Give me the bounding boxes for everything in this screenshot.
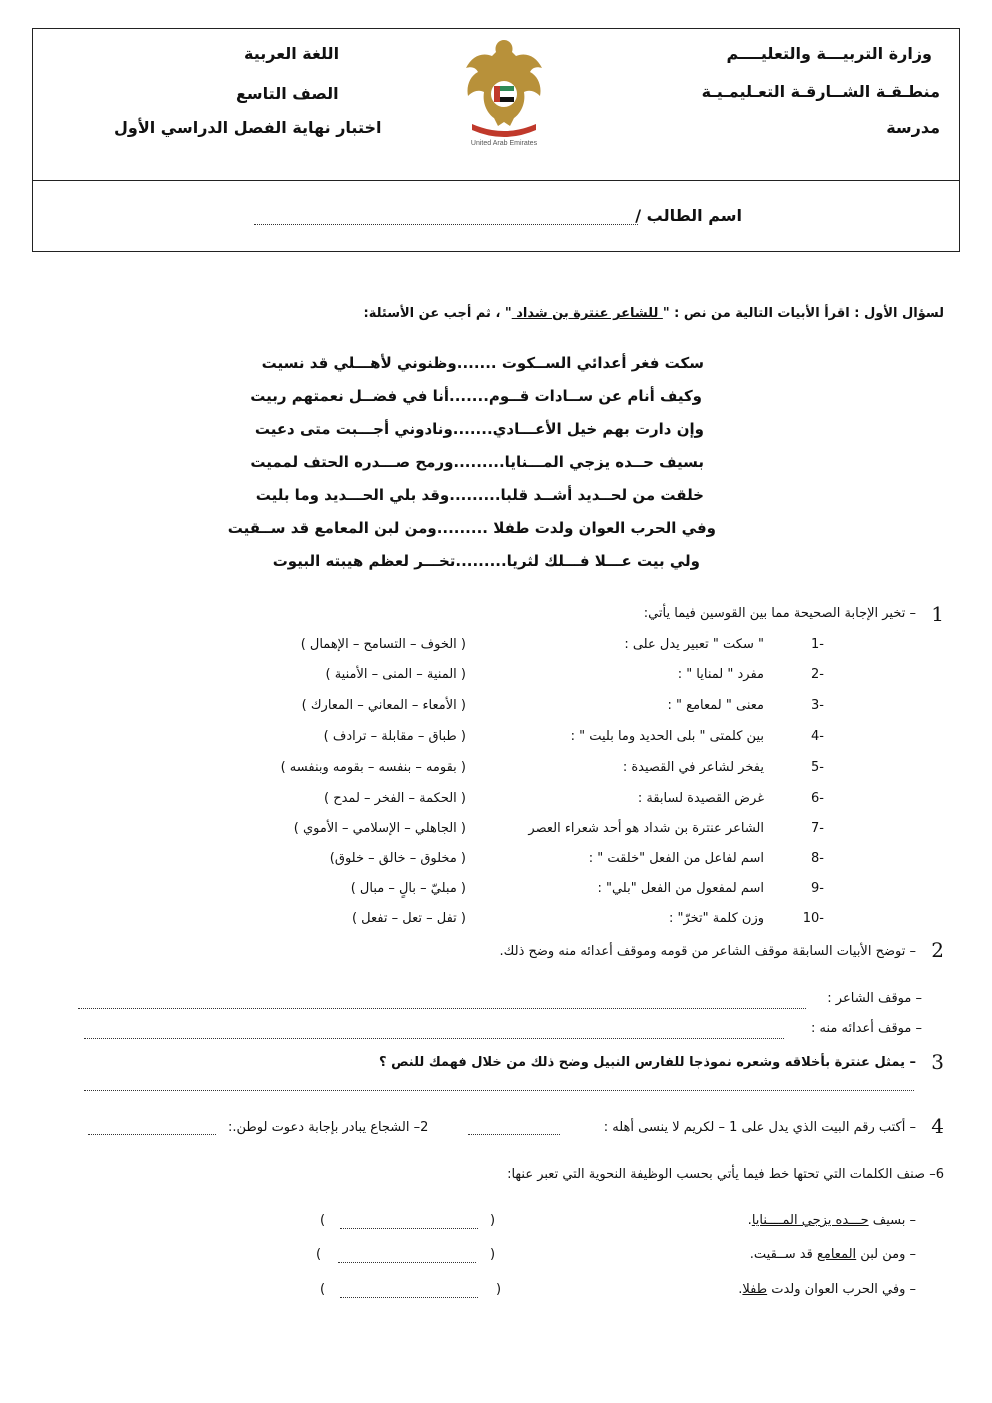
mcq-options[interactable]: ( مخلوق – خالق – خلوق): [329, 851, 466, 866]
exam-title: اختبار نهاية الفصل الدراسي الأول: [114, 118, 382, 137]
poem-verse-6: وفي الحرب العوان ولدت طفلا .........ومن لبن المعامع قد ســقيت: [227, 519, 716, 537]
poem-verse-2: وكيف أنام عن ســادات قــوم.......أنا في فضــل نعمتهم ربيت: [250, 387, 702, 405]
part-3-answer[interactable]: [84, 1076, 914, 1095]
mcq-options[interactable]: ( الجاهلي – الإسلامي – الأموي ): [293, 821, 466, 836]
paren-open: (: [490, 1247, 496, 1262]
part-2-enemies-stance-answer[interactable]: [84, 1024, 784, 1043]
grade-label: الصف التاسع: [236, 84, 339, 103]
mcq-options[interactable]: ( الحكمة – الفخر – لمدح ): [324, 791, 466, 806]
mcq-number: -9: [811, 881, 824, 896]
student-name-label: اسم الطالب /: [635, 206, 742, 225]
poem-verse-4: بسيف حــده يزجي المـــنايا.........ورمح صـــدره الحتف لمميت: [250, 453, 704, 471]
part-4-number: 4: [931, 1114, 944, 1138]
mcq-options[interactable]: ( المنية – المنى – الأمنية ): [325, 667, 466, 682]
part-3-title: – يمثل عنترة بأخلاقه وشعره نموذجا للفارس النبيل وضح ذلك من خلال فهمك للنص ؟: [379, 1055, 916, 1070]
part-1-number: 1: [931, 602, 944, 626]
paren-open: (: [496, 1282, 502, 1297]
mcq-question: يفخر لشاعر في القصيدة :: [622, 760, 764, 775]
mcq-options[interactable]: ( طباق – مقابلة – ترادف ): [323, 729, 466, 744]
poem-verse-3: وإن دارت بهم خيل الأعـــادي.......ونادوني أجـــبت متى دعيت: [254, 420, 704, 438]
classify-item-1: – بسيف حـــده يزجي المــــنايا.: [747, 1213, 916, 1228]
mcq-options[interactable]: ( مبليّ – بالٍ – مبال ): [350, 881, 466, 896]
part-4-answer-a[interactable]: [468, 1120, 560, 1139]
part-6-title: 6– صنف الكلمات التي تحتها خط فيما يأتي بحسب الوظيفة النحوية التي تعبر عنها:: [507, 1167, 944, 1182]
mcq-question: الشاعر عنترة بن شداد هو أحد شعراء العصر: [528, 821, 764, 836]
mcq-options[interactable]: ( الخوف – التسامح – الإهمال ): [300, 637, 466, 652]
part-2-poet-stance-answer[interactable]: [78, 994, 806, 1013]
classify-item-3: – وفي الحرب العوان ولدت طفلا.: [738, 1282, 916, 1297]
mcq-question: بين كلمتى " بلى الحديد وما بليت " :: [570, 729, 764, 744]
mcq-options[interactable]: ( الأمعاء – المعاني – المعارك ): [301, 698, 466, 713]
mcq-question: اسم لفاعل من الفعل "خلقت " :: [588, 851, 764, 866]
classify-answer-2[interactable]: [338, 1248, 476, 1267]
paren-close: ): [320, 1213, 326, 1228]
poem-verse-5: خلقت من لحــديد أشــد قلبا.........وقد بلي الحـــديد وما بليت: [255, 486, 704, 504]
paren-close: ): [316, 1247, 322, 1262]
mcq-number: -8: [811, 851, 824, 866]
mcq-number: -3: [811, 698, 824, 713]
mcq-question: اسم لمفعول من الفعل "بلي" :: [597, 881, 764, 896]
mcq-number: -10: [802, 911, 824, 926]
mcq-question: مفرد " لمنايا " :: [677, 667, 764, 682]
paren-close: ): [320, 1282, 326, 1297]
part-4-item-a: – أكتب رقم البيت الذي يدل على 1 – لكريم لا ينسى أهله :: [603, 1120, 916, 1135]
q1-intro: لسؤال الأول : اقرأ الأبيات التالية من نص : " للشاعر عنترة بن شداد " ، ثم أجب عن الأسئلة:: [363, 306, 944, 321]
ministry-title: وزارة التربيـــة والتعليــــم: [726, 44, 932, 63]
part-3-number: 3: [931, 1050, 944, 1074]
mcq-number: -7: [811, 821, 824, 836]
classify-answer-1[interactable]: [340, 1214, 478, 1233]
zone-title: منطـقـة الشــارقـة التعـليمـيـة: [701, 82, 940, 101]
poem-verse-1: سكت فغر أعدائي الســكوت .......وظنوني لأهـــلي قد نسيت: [261, 354, 704, 372]
part-2-title: – توضح الأبيات السابقة موقف الشاعر من قومه وموقف أعدائه منه وضح ذلك.: [499, 944, 916, 959]
mcq-number: -5: [811, 760, 824, 775]
header-divider: [32, 180, 960, 181]
mcq-question: وزن كلمة "تخرّ" :: [669, 911, 764, 926]
mcq-question: " سكت " تعبير يدل على :: [624, 637, 764, 652]
school-label: مدرسة: [886, 118, 940, 137]
poet-name: للشاعر عنترة بن شداد: [511, 306, 663, 321]
logo-caption: United Arab Emirates: [470, 140, 538, 147]
part-4-item-b: 2– الشجاع يبادر بإجابة دعوت لوطن.:: [228, 1120, 429, 1135]
mcq-number: -4: [811, 729, 824, 744]
mcq-number: -6: [811, 791, 824, 806]
part-2-enemies-stance-label: – موقف أعدائه منه :: [810, 1021, 922, 1036]
mcq-options[interactable]: ( بقومه – بنفسه – بقومه وبنفسه ): [280, 760, 466, 775]
part-2-poet-stance-label: – موقف الشاعر :: [827, 991, 922, 1006]
mcq-number: -1: [811, 637, 824, 652]
mcq-question: معنى " لمعامع " :: [667, 698, 764, 713]
part-1-title: – تخير الإجابة الصحيحة مما بين القوسين فيما يأتي:: [643, 606, 916, 621]
subject-label: اللغة العربية: [244, 44, 340, 63]
paren-open: (: [490, 1213, 496, 1228]
classify-answer-3[interactable]: [340, 1283, 478, 1302]
part-2-number: 2: [931, 938, 944, 962]
student-name-field[interactable]: [254, 210, 638, 229]
part-4-answer-b[interactable]: [88, 1120, 216, 1139]
uae-emblem-logo: [458, 34, 550, 150]
poem-verse-7: ولي بيت عـــلا فـــلك لثريا.........تخـــر لعظم هيبته البيوت: [272, 552, 700, 570]
classify-item-2: – ومن لبن المعامع قد ســقيت.: [749, 1247, 916, 1262]
mcq-question: غرض القصيدة لسابقة :: [637, 791, 764, 806]
falcon-emblem-icon: [458, 34, 550, 138]
mcq-number: -2: [811, 667, 824, 682]
mcq-options[interactable]: ( تفل – تعل – تفعل ): [351, 911, 466, 926]
